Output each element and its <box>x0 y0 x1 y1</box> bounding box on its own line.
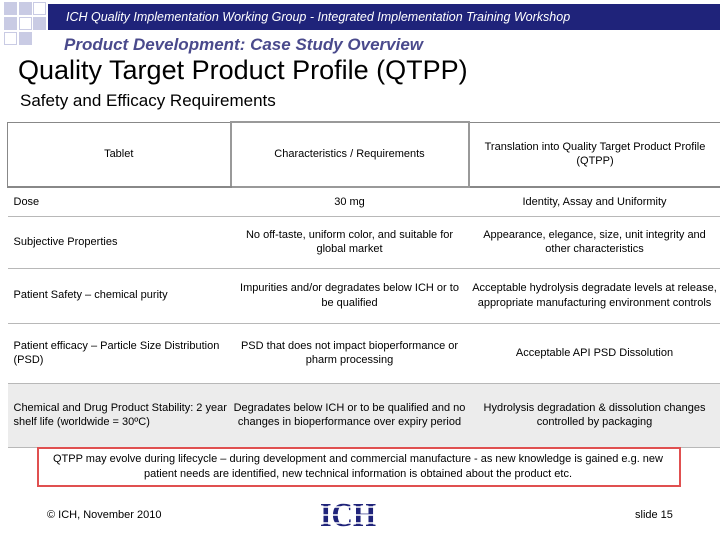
decor-square <box>4 17 17 30</box>
note-text: QTPP may evolve during lifecycle – during development and commercial manufacture - as new knowledge is gained e.g. new patient needs are identified, new technical information is obtained about the product etc. <box>52 453 663 480</box>
slide-number: slide 15 <box>635 509 673 521</box>
ich-logo <box>318 493 378 535</box>
decor-square <box>33 2 46 15</box>
section-header: Product Development: Case Study Overview <box>64 35 423 54</box>
column-header: Characteristics / Requirements <box>231 122 469 187</box>
table-cell: 30 mg <box>231 187 469 216</box>
table-cell: Appearance, elegance, size, unit integrity and other characteristics <box>469 216 720 268</box>
qtpp-table <box>7 121 720 448</box>
table-cell: Identity, Assay and Uniformity <box>469 187 720 216</box>
table-cell: Subjective Properties <box>8 216 231 268</box>
column-header: Translation into Quality Target Product Profile (QTPP) <box>469 122 720 187</box>
table-row <box>8 268 720 323</box>
table-header-row <box>8 122 720 187</box>
page-title: Quality Target Product Profile (QTPP) <box>18 55 468 85</box>
table-row <box>8 383 720 447</box>
copyright-text: © ICH, November 2010 <box>47 509 162 521</box>
table-cell: PSD that does not impact bioperformance or pharm processing <box>231 323 469 383</box>
column-header: Tablet <box>8 122 231 187</box>
table-cell: Hydrolysis degradation & dissolution changes controlled by packaging <box>469 383 720 447</box>
table-cell: No off-taste, uniform color, and suitable for global market <box>231 216 469 268</box>
decor-square <box>19 17 32 30</box>
banner-text: ICH Quality Implementation Working Group - Integrated Implementation Training Workshop <box>66 10 571 24</box>
decor-square <box>19 2 32 15</box>
table-cell: Acceptable API PSD Dissolution <box>469 323 720 383</box>
table-cell: Patient efficacy – Particle Size Distribution (PSD) <box>8 323 231 383</box>
table-cell: Dose <box>8 187 231 216</box>
decor-square <box>4 2 17 15</box>
table-cell: Patient Safety – chemical purity <box>8 268 231 323</box>
decor-square <box>4 32 17 45</box>
page-subtitle: Safety and Efficacy Requirements <box>20 91 276 110</box>
table-cell: Chemical and Drug Product Stability: 2 year shelf life (worldwide = 30ºC) <box>8 383 231 447</box>
table-row <box>8 187 720 216</box>
decor-square <box>19 32 32 45</box>
decor-square <box>33 17 46 30</box>
table-cell: Acceptable hydrolysis degradate levels at release, appropriate manufacturing environment controls <box>469 268 720 323</box>
table-cell: Degradates below ICH or to be qualified and no changes in bioperformance over expiry period <box>231 383 469 447</box>
table-cell: Impurities and/or degradates below ICH or to be qualified <box>231 268 469 323</box>
logo-text: ICH <box>320 497 376 534</box>
table-row <box>8 323 720 383</box>
table-row <box>8 216 720 268</box>
